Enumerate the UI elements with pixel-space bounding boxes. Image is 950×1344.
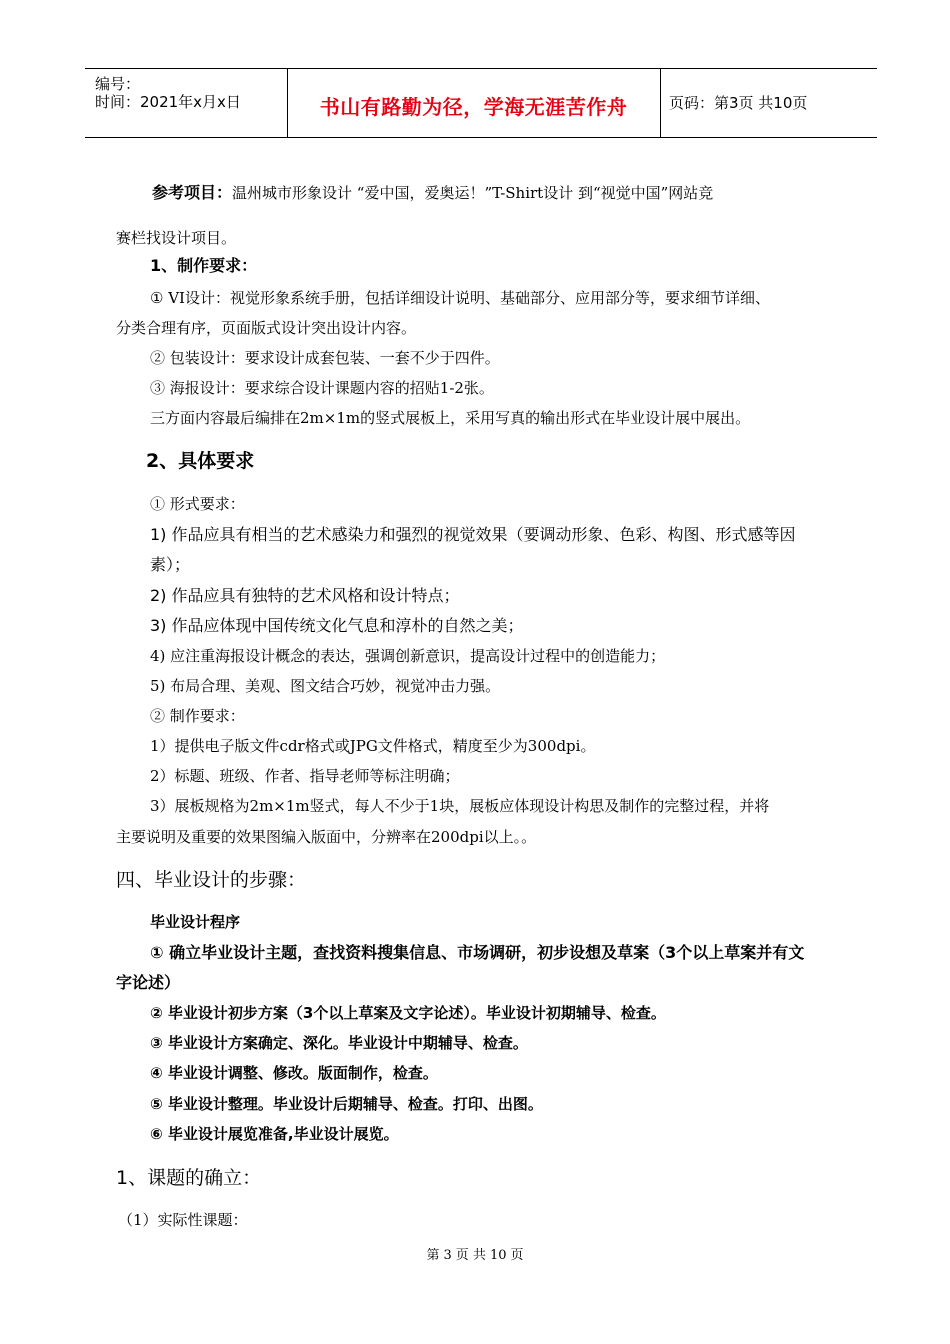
procedure-step-1-cont: 字论述） — [116, 973, 181, 992]
section-2-make-label: ② 制作要求： — [150, 707, 245, 725]
section-2-make-item-3-cont: 主要说明及重要的效果图编入版面中，分辨率在200dpi以上。。 — [116, 828, 537, 846]
reference-label: 参考项目： — [152, 183, 233, 202]
section-4-title: 四、毕业设计的步骤： — [116, 869, 307, 891]
section-1-note: 三方面内容最后编排在2m×1m的竖式展板上，采用写真的输出形式在毕业设计展中展出。 — [150, 409, 751, 427]
section-2-form-label: ① 形式要求： — [150, 495, 245, 513]
procedure-step-4: ④ 毕业设计调整、修改。版面制作，检查。 — [150, 1064, 438, 1082]
footer-page-number: 3 — [443, 1248, 452, 1263]
procedure-step-3: ③ 毕业设计方案确定、深化。毕业设计中期辅导、检查。 — [150, 1034, 528, 1052]
topic-subtitle: （1）实际性课题： — [118, 1211, 248, 1229]
topic-title: 1、课题的确立： — [116, 1167, 262, 1189]
section-2-make-item-3: 3）展板规格为2m×1m竖式，每人不少于1块，展板应体现设计构思及制作的完整过程，并将 — [150, 797, 770, 815]
section-1-item-packaging: ② 包装设计：要求设计成套包装、一套不少于四件。 — [150, 349, 500, 367]
section-1-item-poster: ③ 海报设计：要求综合设计课题内容的招贴1-2张。 — [150, 379, 494, 397]
section-1-item-vi-cont: 分类合理有序，页面版式设计突出设计内容。 — [116, 319, 417, 337]
header-right-cell — [661, 69, 877, 137]
procedure-step-2: ② 毕业设计初步方案（3个以上草案及文字论述）。毕业设计初期辅导、检查。 — [150, 1004, 666, 1022]
section-2-form-item-1-cont: 素）； — [150, 555, 191, 574]
section-2-make-item-2: 2）标题、班级、作者、指导老师等标注明确； — [150, 767, 460, 785]
procedure-step-1: ① 确立毕业设计主题，查找资料搜集信息、市场调研，初步设想及草案（3个以上草案并有文 — [150, 943, 805, 962]
footer-suffix: 页 — [510, 1248, 524, 1263]
reference-text: 温州城市形象设计 “爱中国，爱奥运！”T-Shirt设计 到“视觉中国”网站竞 — [232, 184, 714, 202]
reference-text-cont: 赛栏找设计项目。 — [116, 229, 237, 247]
footer-mid: 页 共 — [455, 1248, 486, 1263]
section-2-form-item-5: 5) 布局合理、美观、图文结合巧妙，视觉冲击力强。 — [150, 677, 501, 695]
section-2-form-item-3: 3) 作品应体现中国传统文化气息和淳朴的自然之美； — [150, 616, 524, 635]
header-motto-cell — [287, 69, 661, 137]
section-2-form-item-4: 4) 应注重海报设计概念的表达，强调创新意识，提高设计过程中的创造能力； — [150, 647, 666, 665]
section-2-form-item-2: 2) 作品应具有独特的艺术风格和设计特点； — [150, 586, 460, 605]
section-2-make-item-1: 1）提供电子版文件cdr格式或JPG文件格式，精度至少为300dpi。 — [150, 737, 596, 755]
reference-line — [152, 183, 713, 203]
page-footer — [0, 1247, 950, 1265]
document-time-label: 时间：2021年x月x日 — [95, 93, 241, 111]
procedure-title: 毕业设计程序 — [150, 913, 241, 931]
page-header — [85, 68, 877, 138]
procedure-step-6: ⑥ 毕业设计展览准备,毕业设计展览。 — [150, 1125, 399, 1143]
header-left-cell — [85, 69, 288, 137]
footer-prefix: 第 — [426, 1248, 440, 1263]
header-page-label: 页码：第3页 共10页 — [669, 94, 808, 112]
procedure-step-5: ⑤ 毕业设计整理。毕业设计后期辅导、检查。打印、出图。 — [150, 1095, 543, 1113]
footer-page-total: 10 — [489, 1248, 507, 1263]
document-number-label: 编号： — [95, 75, 141, 93]
header-motto: 书山有路勤为径，学海无涯苦作舟 — [319, 95, 628, 119]
section-1-title: 1、制作要求： — [150, 256, 258, 275]
section-2-title: 2、具体要求 — [146, 450, 255, 472]
section-1-item-vi: ① VI设计：视觉形象系统手册，包括详细设计说明、基础部分、应用部分等，要求细节详细、 — [150, 289, 770, 307]
section-2-form-item-1: 1) 作品应具有相当的艺术感染力和强烈的视觉效果（要调动形象、色彩、构图、形式感等因 — [150, 525, 796, 544]
